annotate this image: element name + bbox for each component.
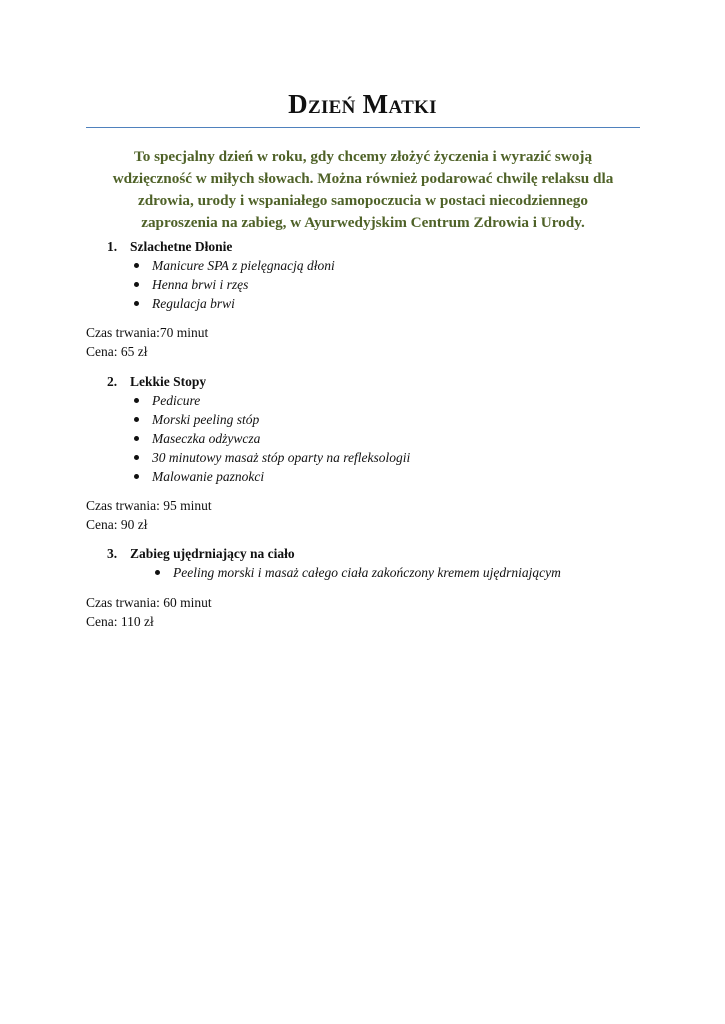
bullet-icon xyxy=(134,474,139,479)
intro-line: zdrowia, urody i wspaniałego samopoczucia w postaci niecodziennego xyxy=(137,192,588,209)
intro-paragraph xyxy=(90,146,636,234)
bullet-icon xyxy=(134,455,139,460)
duration-text: Czas trwania: 95 minut xyxy=(86,498,212,513)
list-item-text: Maseczka odżywcza xyxy=(152,431,261,446)
section-number: 3. xyxy=(107,546,118,561)
bullet-icon xyxy=(134,398,139,403)
intro-line: To specjalny dzień w roku, gdy chcemy złożyć życzenia i wyrazić swoją xyxy=(133,148,593,165)
bullet-icon xyxy=(155,570,160,575)
section-title: Zabieg ujędrniający na ciało xyxy=(130,546,295,561)
intro-line: wdzięczność w miłych słowach. Można również podarować chwilę relaksu dla xyxy=(112,170,614,187)
list-item-text: Regulacja brwi xyxy=(152,296,235,311)
list-item-text: Pedicure xyxy=(152,393,201,408)
section-title: Szlachetne Dłonie xyxy=(130,239,233,254)
bullet-icon xyxy=(134,436,139,441)
price-text: Cena: 110 zł xyxy=(86,614,154,629)
list-item-text: Peeling morski i masaż całego ciała zakończony kremem ujędrniającym xyxy=(173,565,561,580)
list-item-text: 30 minutowy masaż stóp oparty na refleksologii xyxy=(152,450,411,465)
list-item-text: Henna brwi i rzęs xyxy=(152,277,249,292)
price-text: Cena: 90 zł xyxy=(86,517,148,532)
bullet-icon xyxy=(134,282,139,287)
section-number: 2. xyxy=(107,374,118,389)
list-item-text: Manicure SPA z pielęgnacją dłoni xyxy=(152,258,335,273)
price-text: Cena: 65 zł xyxy=(86,344,148,359)
bullet-icon xyxy=(134,301,139,306)
section-number: 1. xyxy=(107,239,118,254)
intro-line: zaproszenia na zabieg, w Ayurwedyjskim Centrum Zdrowia i Urody. xyxy=(141,214,585,231)
bullet-icon xyxy=(134,263,139,268)
list-item-text: Malowanie paznokci xyxy=(152,469,265,484)
duration-text: Czas trwania: 60 minut xyxy=(86,595,212,610)
page-title: Dzień Matki xyxy=(288,89,437,119)
title-underline xyxy=(86,127,640,128)
list-item-text: Morski peeling stóp xyxy=(152,412,260,427)
bullet-icon xyxy=(134,417,139,422)
section-title: Lekkie Stopy xyxy=(130,374,207,389)
duration-text: Czas trwania:70 minut xyxy=(86,325,209,340)
